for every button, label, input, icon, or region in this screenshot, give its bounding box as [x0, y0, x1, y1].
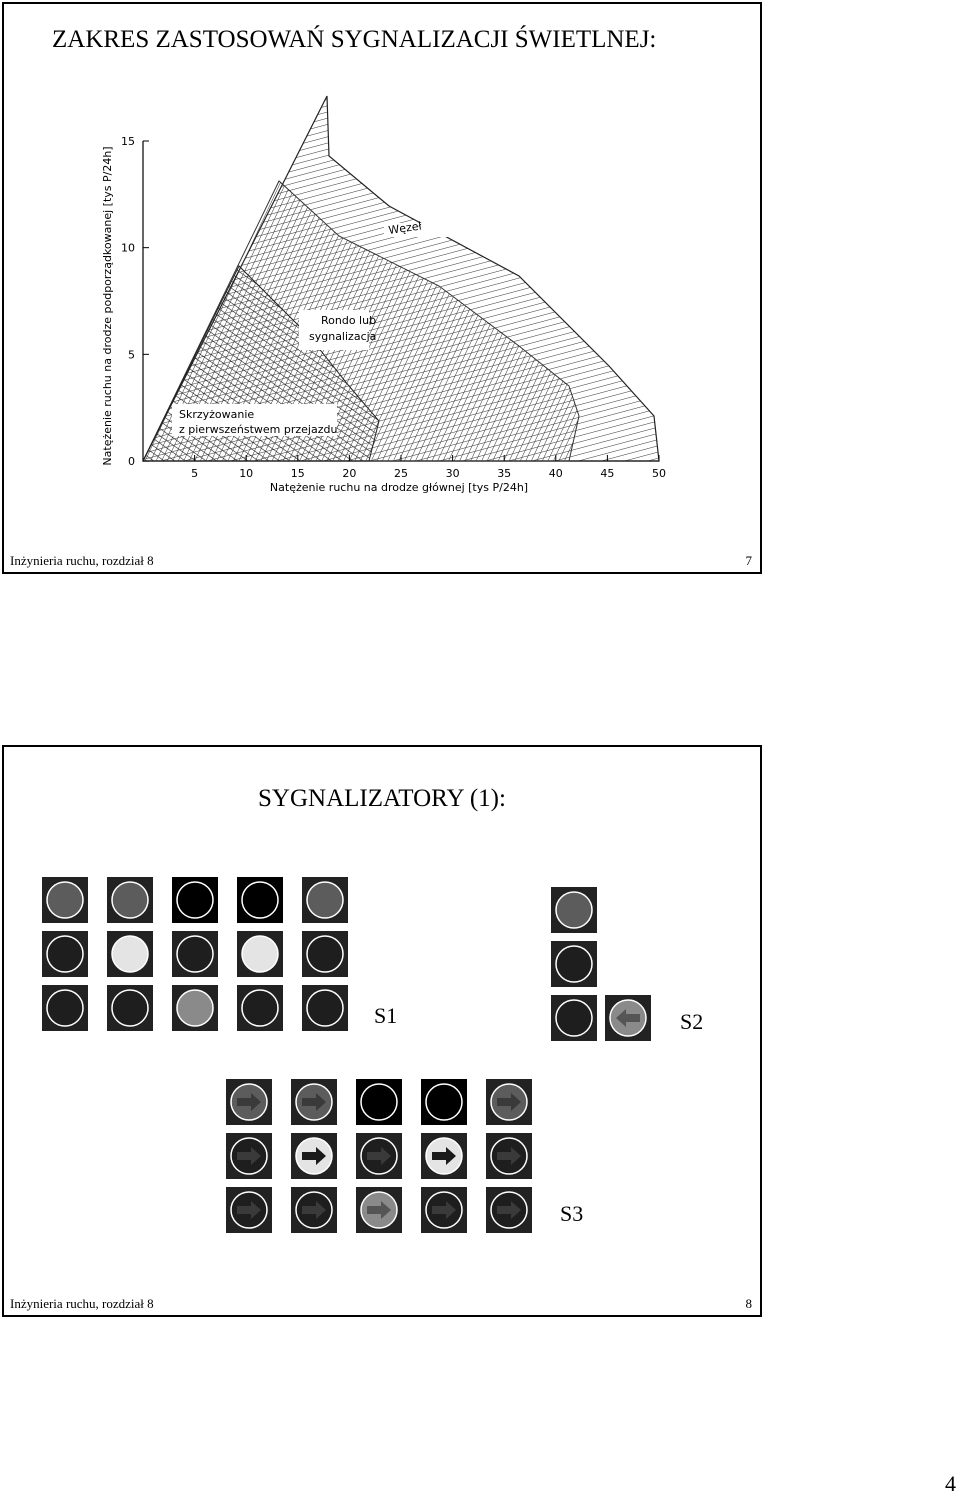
y-tick-label: 0 — [128, 455, 135, 468]
s3-lamp — [356, 1187, 402, 1233]
s3-label: S3 — [560, 1201, 584, 1226]
s1-lamp — [172, 931, 218, 977]
slide-title: ZAKRES ZASTOSOWAŃ SYGNALIZACJI ŚWIETLNEJ: — [52, 26, 657, 53]
x-axis-label: Natężenie ruchu na drodze głównej [tys P/24h] — [269, 481, 529, 494]
s3-lamp — [226, 1133, 272, 1179]
x-tick-label: 10 — [239, 467, 254, 480]
s1-lamp — [237, 931, 283, 977]
slide-footer: Inżynieria ruchu, rozdział 8 — [10, 1296, 154, 1311]
x-tick-label: 30 — [445, 467, 460, 480]
slide-page-number: 7 — [745, 553, 752, 568]
s1-lamp — [42, 877, 88, 923]
x-tick-label: 20 — [342, 467, 357, 480]
s1-lamp — [107, 985, 153, 1031]
region-label-rondo-2: sygnalizacja — [309, 330, 377, 343]
s2-label: S2 — [680, 1009, 704, 1034]
s1-lamp — [107, 931, 153, 977]
y-tick-label: 5 — [128, 348, 135, 362]
y-tick-label: 10 — [121, 241, 135, 255]
s3-lamp — [226, 1079, 272, 1125]
region-label-wezel: Węzeł — [387, 219, 423, 237]
s3-lamp — [291, 1133, 337, 1179]
s3-lamp — [421, 1079, 467, 1125]
slide-8 — [2, 745, 762, 1317]
slide-7 — [2, 2, 762, 574]
s2-arrow-lamp — [605, 995, 651, 1041]
region-label-rondo-1: Rondo lub — [321, 314, 377, 327]
traffic-volume-chart — [99, 86, 679, 506]
x-tick-label: 25 — [394, 467, 408, 480]
s1-lamp — [237, 877, 283, 923]
s3-lamp — [486, 1187, 532, 1233]
s2-lamp — [551, 941, 597, 987]
s3-lamp — [291, 1187, 337, 1233]
y-tick-label: 15 — [121, 135, 135, 148]
s1-lamp — [302, 985, 348, 1031]
s3-lamp — [356, 1079, 402, 1125]
s3-lamp — [421, 1133, 467, 1179]
slide-page-number: 8 — [745, 1296, 752, 1311]
region-label-skrzyzowanie-1: Skrzyżowanie — [179, 408, 255, 421]
x-tick-label: 5 — [191, 467, 199, 480]
x-tick-label: 35 — [497, 467, 512, 480]
s2-lamp — [551, 995, 597, 1041]
region-label-skrzyzowanie-2: z pierwszeństwem przejazdu — [179, 423, 338, 436]
s1-lamp — [302, 931, 348, 977]
s1-lamp — [302, 877, 348, 923]
s1-lamp — [172, 985, 218, 1031]
s3-lamp — [226, 1187, 272, 1233]
s3-lamp — [486, 1079, 532, 1125]
s3-lamp — [421, 1187, 467, 1233]
s3-lamp — [356, 1133, 402, 1179]
s1-label: S1 — [374, 1003, 398, 1028]
y-axis-label: Natężenie ruchu na drodze podporządkowanej [tys P/24h] — [101, 146, 114, 466]
sheet-page-number: 4 — [945, 1471, 956, 1496]
s1-lamp — [107, 877, 153, 923]
x-tick-label: 50 — [652, 467, 666, 480]
s3-lamp — [486, 1133, 532, 1179]
s3-lamp — [291, 1079, 337, 1125]
s2-lamp — [551, 887, 597, 933]
x-tick-label: 15 — [290, 467, 305, 480]
s1-lamp — [237, 985, 283, 1031]
s1-lamp — [42, 985, 88, 1031]
s1-lamp — [172, 877, 218, 923]
slide-title: SYGNALIZATORY (1): — [258, 785, 506, 812]
slide-footer: Inżynieria ruchu, rozdział 8 — [10, 553, 154, 568]
x-tick-label: 45 — [600, 467, 615, 480]
x-tick-label: 40 — [548, 467, 563, 480]
y-ticks — [121, 135, 149, 468]
s1-lamp — [42, 931, 88, 977]
